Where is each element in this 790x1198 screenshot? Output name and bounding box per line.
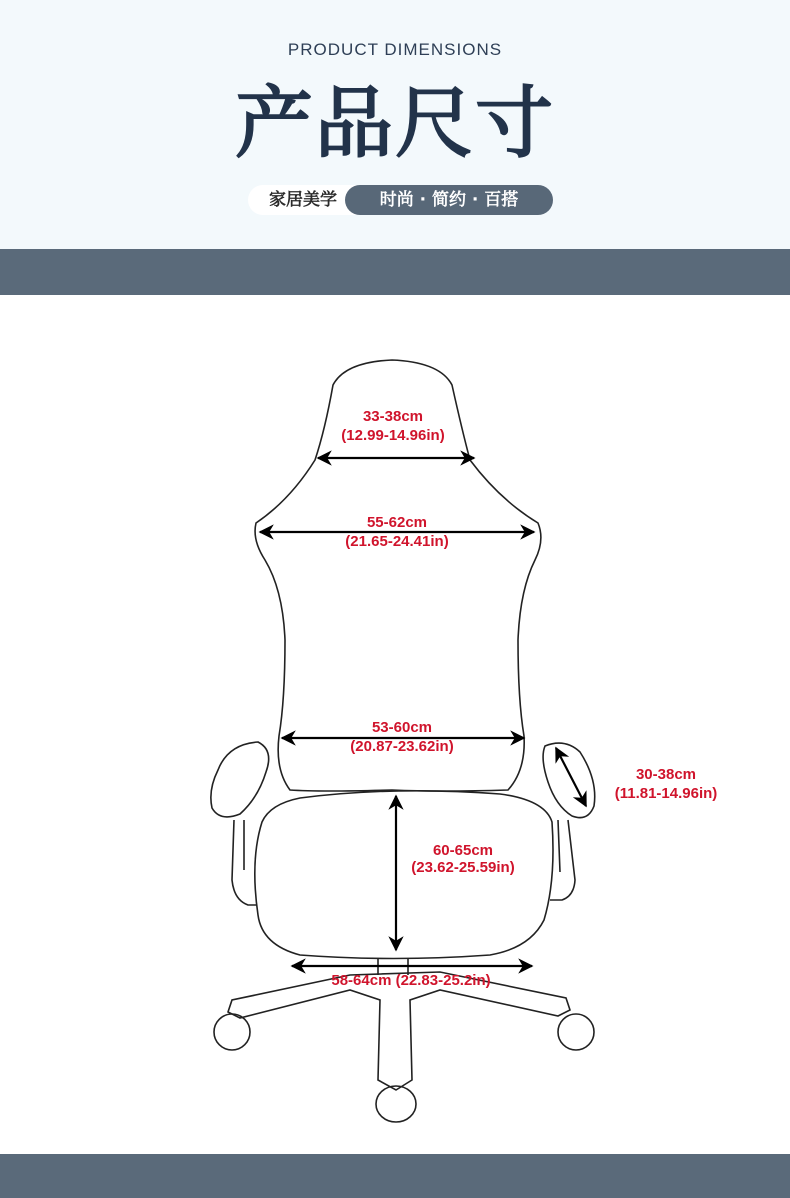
seat-depth-in: (23.62-25.59in): [411, 859, 515, 876]
subtitle-en: PRODUCT DIMENSIONS: [287, 40, 503, 59]
backrest-lower-width-cm: 53-60cm: [371, 719, 433, 736]
right-armrest-pad: [543, 743, 595, 818]
left-armrest-pad: [211, 742, 269, 817]
dimension-labels: [331, 408, 717, 989]
page-title: 产品尺寸: [234, 79, 555, 169]
seat-depth-cm: 60-65cm: [432, 842, 494, 859]
shoulder-width-cm: 55-62cm: [366, 514, 428, 531]
divider-band-bottom: [0, 1154, 790, 1198]
armrest-length-cm: 30-38cm: [635, 766, 697, 783]
right-armrest-post: [550, 820, 575, 900]
divider-band-top: [0, 249, 790, 295]
headrest-width-in: (12.99-14.96in): [341, 427, 445, 444]
left-armrest-post: [232, 820, 256, 905]
shoulder-width-in: (21.65-24.41in): [345, 533, 449, 550]
backrest-lower-width-in: (20.87-23.62in): [350, 738, 454, 755]
caster-left: [214, 1014, 250, 1050]
header-section: [0, 0, 790, 249]
caster-right: [558, 1014, 594, 1050]
arrow-armrest: [556, 748, 586, 806]
base-width-label: 58-64cm (22.83-25.2in): [331, 972, 491, 989]
tagline-left: 家居美学: [248, 185, 358, 215]
caster-front: [376, 1086, 416, 1122]
chair-diagram: [0, 295, 790, 1154]
tagline-right: 时尚 · 简约 · 百搭: [345, 185, 553, 215]
armrest-length-in: (11.81-14.96in): [614, 785, 718, 802]
headrest-width-cm: 33-38cm: [362, 408, 424, 425]
base-star: [228, 972, 570, 1090]
